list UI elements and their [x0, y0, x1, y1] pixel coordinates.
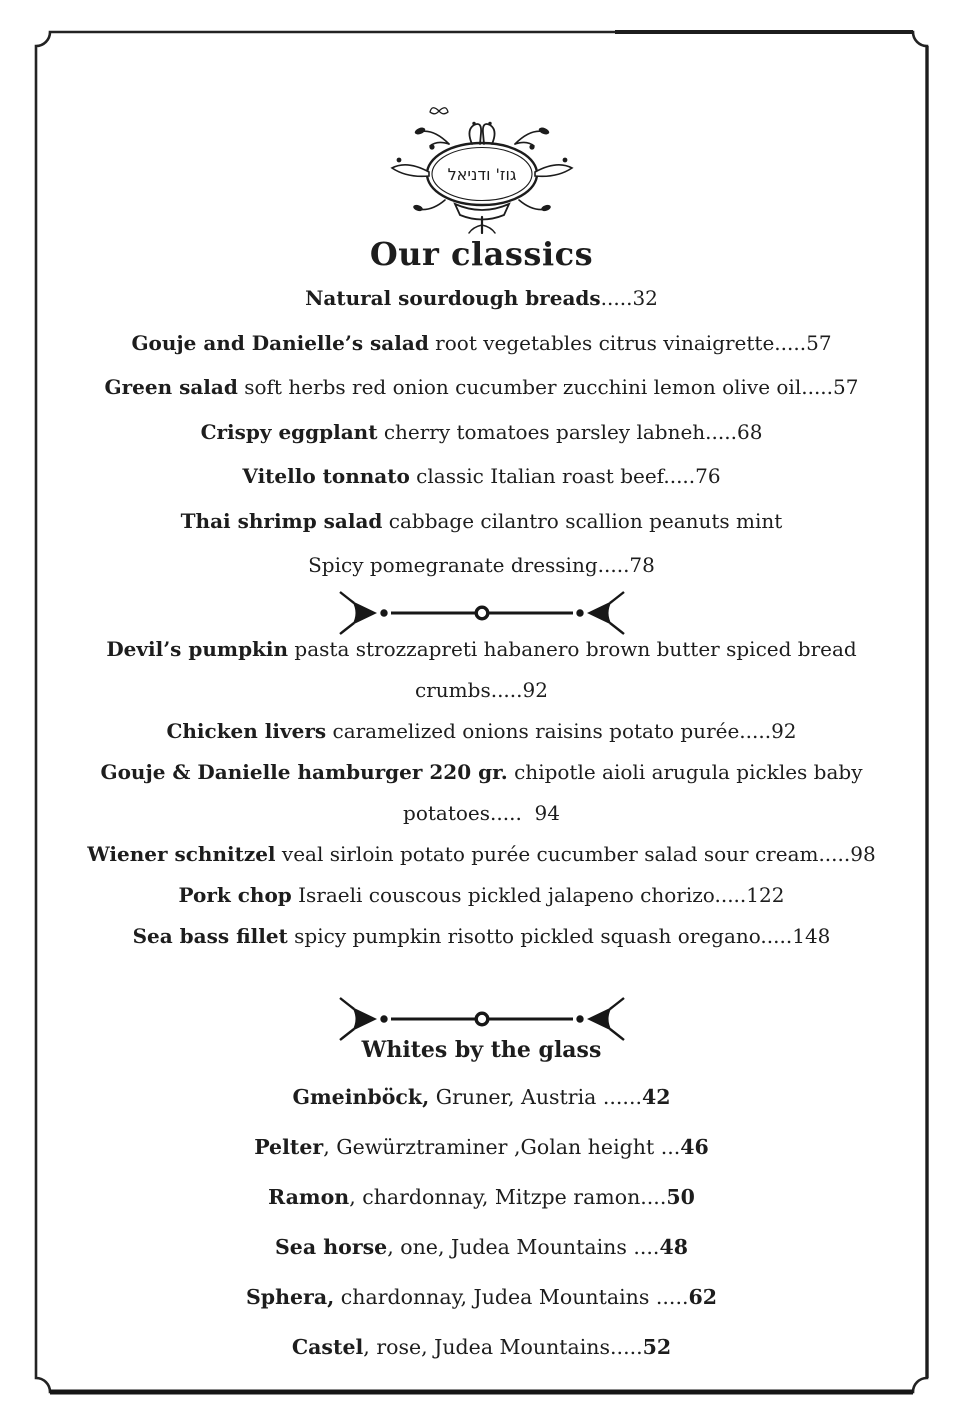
menu-item-desc: root vegetables citrus vinaigrette.....57 — [428, 330, 832, 355]
menu-item-desc: potatoes..... 94 — [403, 801, 560, 825]
wine-item — [36, 1222, 927, 1272]
menu-item — [36, 711, 927, 752]
menu-item-name: Crispy eggplant — [200, 419, 378, 444]
section-divider — [36, 997, 927, 1031]
classics-section-1 — [36, 276, 927, 588]
menu-item-name: Green salad — [104, 375, 238, 399]
menu-item-name: Devil’s pumpkin — [106, 637, 289, 661]
wine-price: 48 — [659, 1235, 688, 1259]
wine-name: Pelter — [254, 1135, 324, 1159]
wine-desc: Gruner, Austria ...... — [429, 1085, 642, 1109]
butterfly-icon — [430, 108, 448, 114]
menu-item — [36, 834, 927, 875]
wine-list — [36, 1072, 927, 1372]
menu-item-desc: cabbage cilantro scallion peanuts mint — [382, 508, 783, 533]
menu-item-desc: caramelized onions raisins potato purée.....92 — [326, 719, 797, 743]
menu-item-desc: pasta strozzapreti habanero brown butter spiced bread — [288, 637, 857, 661]
wreath-branches-icon — [413, 126, 549, 149]
menu-item-name: Gouje & Danielle hamburger 220 gr. — [100, 760, 508, 784]
wine-item — [36, 1272, 927, 1322]
wine-name: Gmeinböck, — [292, 1085, 430, 1109]
menu-item-desc: cherry tomatoes parsley labneh.....68 — [377, 419, 763, 444]
menu-item — [36, 365, 927, 410]
wine-item — [36, 1122, 927, 1172]
menu-item-desc: classic Italian roast beef.....76 — [409, 464, 721, 488]
menu-item-desc: Israeli couscous pickled jalapeno chorizo.....122 — [291, 883, 785, 907]
wine-desc: , one, Judea Mountains .... — [387, 1235, 660, 1259]
wine-price: 42 — [642, 1085, 671, 1109]
menu-item-desc: Spicy pomegranate dressing.....78 — [308, 553, 655, 577]
wine-desc: , chardonnay, Mitzpe ramon.... — [349, 1185, 667, 1209]
page-title: Our classics — [369, 235, 594, 273]
wine-name: Castel — [291, 1335, 364, 1359]
menu-item-name: Chicken livers — [166, 719, 327, 743]
wine-price: 52 — [642, 1335, 672, 1359]
menu-item — [36, 454, 927, 499]
menu-item-continuation — [36, 793, 927, 834]
wine-desc: , Gewürztraminer ,Golan height ... — [323, 1135, 681, 1159]
logo-emblem-icon — [387, 102, 577, 234]
menu-item — [36, 752, 927, 793]
wine-desc: chardonnay, Judea Mountains ..... — [334, 1285, 689, 1309]
menu-item — [36, 499, 927, 544]
logo-hebrew-text: גוז' ודניאל — [447, 165, 516, 184]
logo — [36, 102, 927, 236]
wine-item — [36, 1172, 927, 1222]
menu-item-name: Sea bass fillet — [132, 924, 288, 948]
menu-item-desc: .....32 — [600, 286, 658, 310]
menu-item-name: Thai shrimp salad — [180, 508, 383, 533]
menu-item-name: Gouje and Danielle’s salad — [131, 330, 429, 355]
menu-item-name: Wiener schnitzel — [87, 842, 276, 866]
wine-item — [36, 1322, 927, 1372]
menu-item-desc: veal sirloin potato purée cucumber salad sour cream.....98 — [275, 842, 876, 866]
animal-figures-icon — [469, 122, 494, 144]
menu-item — [36, 875, 927, 916]
wine-name: Ramon — [268, 1185, 350, 1209]
menu-item-continuation — [36, 670, 927, 711]
wine-name: Sea horse — [275, 1235, 388, 1259]
menu-item — [36, 629, 927, 670]
wine-price: 62 — [688, 1285, 718, 1309]
wine-price: 50 — [666, 1185, 695, 1209]
wine-section-heading: Whites by the glass — [361, 1037, 602, 1063]
wine-price: 46 — [680, 1135, 709, 1159]
menu-item-continuation — [36, 543, 927, 588]
menu-item — [36, 916, 927, 957]
wine-desc: , rose, Judea Mountains..... — [363, 1335, 643, 1359]
ribbon-icon — [455, 204, 509, 233]
classics-section-2 — [36, 629, 927, 957]
section-divider — [36, 591, 927, 625]
wine-name: Sphera, — [245, 1285, 335, 1309]
menu-item-desc: soft herbs red onion cucumber zucchini lemon olive oil.....57 — [237, 375, 859, 399]
wine-item — [36, 1072, 927, 1122]
menu-item-desc: crumbs.....92 — [415, 678, 548, 702]
menu-item — [36, 321, 927, 366]
menu-item-desc: spicy pumpkin risotto pickled squash oregano.....148 — [287, 924, 831, 948]
menu-item — [36, 410, 927, 455]
menu-item-name: Pork chop — [178, 883, 292, 907]
menu-item-name: Vitello tonnato — [242, 464, 410, 488]
menu-item — [36, 276, 927, 321]
menu-item-desc: chipotle aioli arugula pickles baby — [507, 760, 863, 784]
menu-item-name: Natural sourdough breads — [305, 286, 601, 310]
